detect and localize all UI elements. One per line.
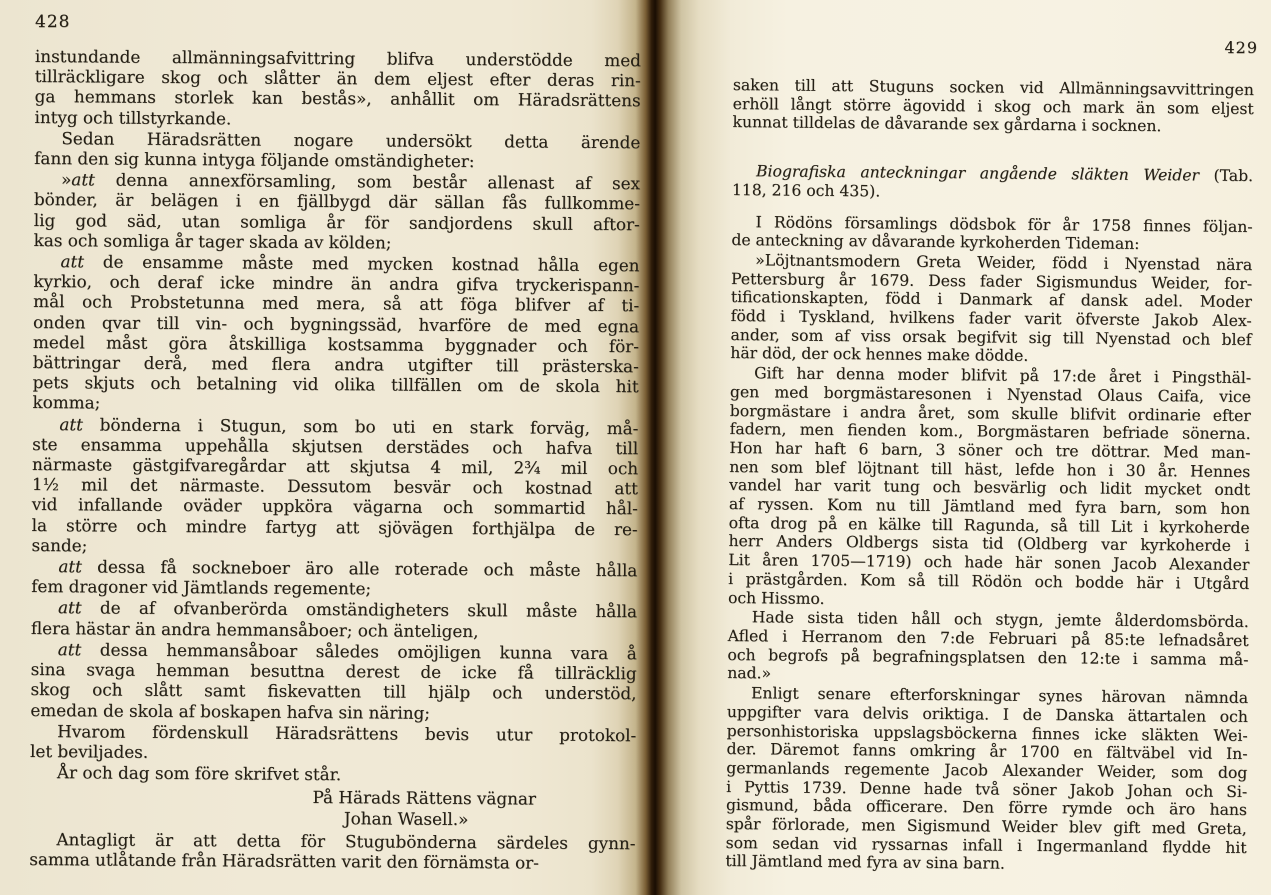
text-line: bättringar derå, med flera andra utgifter till prästerska-	[32, 352, 639, 377]
text-line: som sedan vid ryssarnas infall i Ingermanland flydde hit	[725, 833, 1247, 857]
text-line: kas och somliga år tager skada av kölden;	[33, 229, 392, 253]
text-line: vid infallande oväder uppköra vägarna och sommartid hål-	[31, 494, 638, 519]
text-line: Antagligt är att detta för Stugubönderna särdeles gynn-	[56, 828, 636, 853]
text-line: i prästgården. Kom så till Rödön och bodde här i Utgård	[728, 569, 1250, 593]
section-heading	[732, 162, 1253, 204]
text-line: gismund, båda officerare. Den förre rymde och äro hans	[725, 796, 1248, 820]
text-line: instundande allmänningsafvittring blifva understödde med	[34, 46, 641, 71]
roman-text: bönderna i Stugun, som bo uti en stark forväg, må-	[82, 413, 639, 438]
text-line: herr Anders Oldbergs sista tid (Oldberg var kyrkoherde i	[728, 532, 1250, 556]
text-line: ga hemmans storlek kan bestås», anhållit om Häradsrättens	[34, 86, 641, 111]
roman-text: (Tab.	[1198, 166, 1254, 186]
text-line: mål och Probstetunna med mera, så att föga blifver af ti-	[33, 291, 640, 316]
roman-text: de af ofvanberörda omständigheters skull måste hålla	[81, 597, 638, 622]
paragraph	[730, 251, 1252, 368]
text-line: till Jämtland med fyra av sina barn.	[725, 852, 1005, 874]
paragraph	[29, 829, 635, 874]
italic-text: att	[71, 169, 95, 190]
text-line: Hvarom fördenskull Häradsrättens bevis utur protokol-	[57, 720, 637, 745]
paragraph	[34, 128, 640, 173]
text-line: komma;	[32, 392, 101, 413]
text-line: 118, 216 och 435).	[731, 180, 881, 201]
paragraph	[31, 414, 638, 560]
text-line: gen med borgmästaresonen i Nyenstad Olaus Caifa, vice	[729, 382, 1252, 406]
italic-text: att	[58, 597, 82, 618]
text-line: ofta drog på en kälke till Ragunda, så till Lit i kyrkoherde	[728, 513, 1250, 537]
text-line: På Härads Rättens vägnar	[312, 787, 537, 809]
text-line: ste ensamma uppehålla skjutsen derstädes och hafva till	[32, 433, 639, 459]
text-line: ander, som af viss orsak begifvit sig till Nyenstad och blef	[730, 325, 1252, 349]
roman-text: de ensamme måste med mycken kostnad hålla egen	[83, 251, 640, 276]
text-line: personhistoriska uppslagsböckerna finnes icke släkten Wei-	[726, 721, 1248, 745]
text-line: kyrkio, och deraf icke mindre än andra gifva tryckerispann-	[33, 271, 640, 296]
text-line: erhöll långt större ägovidd i skog och mark än som eljest	[732, 94, 1254, 118]
text-line: fadern, men fienden kom., Borgmästaren befriade sönerna.	[729, 420, 1251, 444]
text-line: flera hästar än andra hemmansåboer; och änteligen,	[30, 617, 479, 641]
paragraph	[731, 213, 1252, 255]
text-line: let beviljades.	[30, 740, 149, 762]
roman-text: »	[60, 169, 72, 190]
roman-text: dessa hemmansåboar således omöjligen kunna vara å	[81, 639, 637, 664]
text-line: la större och mindre fartyg att sjövägen forthjälpa de re-	[31, 514, 638, 539]
roman-text: dessa få sockneboer äro alle roterade och måste hålla	[81, 556, 638, 581]
paragraph	[732, 76, 1254, 137]
right-page-number: 429	[1224, 38, 1258, 57]
paragraph	[30, 762, 636, 786]
left-page-text	[29, 46, 641, 874]
text-line: Hade sista tiden håll och stygn, jemte ålderdomsbörda.	[751, 608, 1249, 632]
text-line: onden qvar till vin- och bygningssäd, hvarföre de med egna	[33, 311, 640, 336]
text-line: Enligt senare efterforskningar synes härovan nämnda	[750, 684, 1249, 708]
text-line: Afled i Herranom den 7:de Februari på 85:te lefnadsåret	[727, 626, 1249, 650]
italic-text: Biografiska anteckningar angående släkten Weider	[755, 162, 1200, 185]
paragraph	[31, 597, 637, 642]
text-line: Johan Wasell.»	[343, 807, 469, 829]
paragraph	[725, 684, 1248, 876]
text-line: pets skjuts och betalning vid olika tillfällen om de skola hit	[32, 372, 639, 397]
roman-text: denna annexförsamling, som består allenast af sex	[94, 169, 641, 194]
italic-text: att	[57, 639, 82, 660]
text-line: medel måst göra åtskilliga kostsamma byggnader och för-	[32, 331, 639, 357]
text-line: född i Tyskland, hvilkens fader varit öfverste Jakob Alex-	[730, 307, 1252, 331]
text-line: i Pyttis 1739. Denne hade två söner Jakob Johan och Si-	[726, 777, 1248, 801]
text-line: samma utlåtande från Häradsrätten varit den förnämsta or-	[29, 848, 539, 873]
text-line: År och dag som före skrifvet står.	[56, 762, 342, 785]
italic-text: att	[60, 251, 85, 272]
text-line: här död, der ock hennes make dödde.	[730, 344, 1029, 366]
text-line: sina svaga hemman besuttna derest de icke få tillräcklig	[30, 659, 637, 684]
text-line: fem dragoner vid Jämtlands regemente;	[31, 576, 372, 599]
text-line: Sedan Häradsrätten nogare undersökt detta ärende	[61, 127, 641, 153]
italic-text: att	[59, 413, 83, 434]
paragraph	[31, 556, 637, 601]
text-line: af ryssen. Kom nu till Jämtland med fyra barn, som hon	[728, 495, 1250, 519]
text-line: de anteckning av dåvarande kyrkoherden Tideman:	[731, 231, 1140, 254]
paragraph	[30, 639, 637, 724]
signature-block	[30, 785, 636, 830]
text-line: uppgifter vara delvis oriktiga. I de Danska ättartalen och	[726, 702, 1248, 726]
left-page-number: 428	[35, 12, 71, 32]
text-line: lig god säd, utan somliga år för sandjordens skull aftor-	[33, 209, 640, 234]
text-line: der. Däremot fanns omkring år 1700 en fältväbel vid In-	[726, 740, 1248, 764]
text-line: borgmästare i andra året, som skulle blifvit ordinarie efter	[729, 401, 1251, 425]
text-line: och Hissmo.	[727, 588, 825, 608]
paragraph	[34, 46, 641, 131]
text-line: fann den sig kunna intyga följande omständigheter:	[34, 148, 475, 172]
paragraph	[30, 721, 636, 766]
text-line: tillräckligare skog och slåtter än dem eljest efter deras rin-	[34, 66, 641, 91]
text-line: tificationskapten, född i Danmark af dansk adel. Moder	[730, 288, 1252, 312]
paragraph	[728, 364, 1251, 612]
text-line: bönder, är belägen i en fjällbygd där sällan fås fullkomme-	[33, 189, 640, 214]
text-line: »Löjtnantsmodern Greta Weider, född i Nyenstad nära	[755, 251, 1253, 274]
paragraph	[32, 251, 639, 417]
italic-text: att	[58, 556, 82, 577]
text-line: intyg och tillstyrkande.	[34, 106, 232, 128]
text-line: sande;	[31, 534, 88, 556]
text-line: vandel har varit tung och besvärlig och lidit mycket ondt	[728, 476, 1251, 500]
paragraph	[34, 169, 641, 254]
text-line: närmaste gästgifvaregårdar att skjutsa 4 mil, 2¾ mil och	[32, 454, 639, 479]
text-line: emedan de skola af boskapen hafva sin näring;	[30, 699, 431, 723]
text-line: kunnat tilldelas de dåvarande sex gårdarna i socknen.	[732, 113, 1162, 136]
text-line: nad.»	[727, 664, 772, 683]
text-line: 1½ mil det närmaste. Dessutom besvär och kostnad att	[31, 474, 638, 499]
text-line: och begrofs på begrafningsplatsen den 12:te i samma må-	[727, 645, 1249, 669]
text-line: Pettersburg år 1679. Dess fader Sigismundus Weider, for-	[730, 269, 1253, 293]
text-line: Gift har denna moder blifvit på 17:de året i Pingsthäl-	[754, 364, 1252, 388]
text-line: Hon har haft 6 barn, 3 söner och tre döttrar. Med man-	[729, 438, 1251, 462]
text-line: Lit åren 1705—1719) och hade här sonen Jacob Alexander	[728, 551, 1250, 575]
text-line: spår förlorade, men Sigismund Weider blev gift med Greta,	[725, 814, 1247, 838]
text-line: germanlands regemente Jacob Alexander Weider, som dog	[726, 758, 1248, 782]
text-line: saken till att Stuguns socken vid Allmänningsavvittringen	[732, 76, 1254, 100]
text-line: nen som blef löjtnant till häst, lefde hon i 30 år. Hennes	[729, 457, 1251, 481]
paragraph	[727, 608, 1249, 688]
text-line: I Rödöns församlings dödsbok för år 1758 finnes följan-	[755, 212, 1253, 236]
text-line: skog och slått samt fiskevatten till hjälp och understöd,	[30, 679, 637, 704]
right-page-text	[725, 76, 1254, 877]
